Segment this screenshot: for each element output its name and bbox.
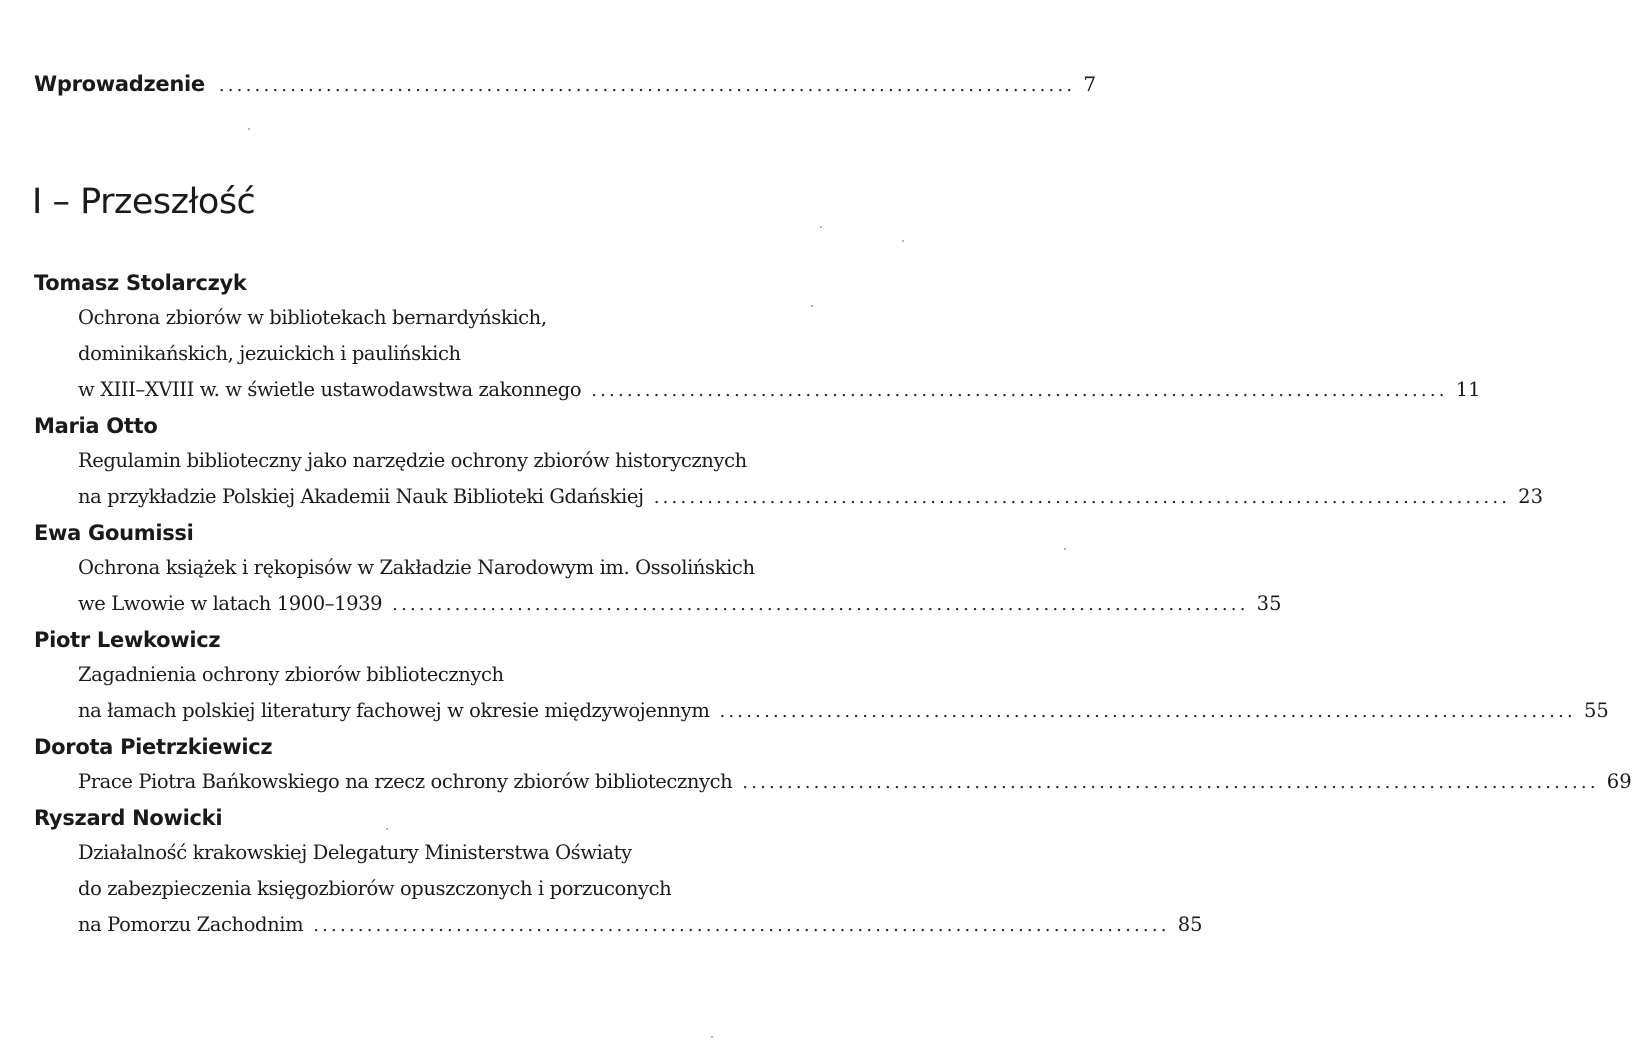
entry-title-line: Ochrona książek i rękopisów w Zakładzie Narodowym im. Ossolińskich (78, 556, 755, 579)
toc-entry (34, 516, 1282, 623)
entry-title-last-line (34, 907, 1203, 944)
scan-speck (386, 828, 388, 830)
entry-title-line: Zagadnienia ochrony zbiorów bibliotecznych (78, 663, 504, 686)
entry-title-text: na łamach polskiej literatury fachowej w okresie międzywojennym (78, 699, 710, 722)
entry-author: Tomasz Stolarczyk (34, 271, 247, 295)
toc-entry (34, 623, 1609, 730)
toc-entry (34, 730, 1632, 801)
page-number: 35 (1256, 592, 1282, 615)
dot-leader: ................................................................................................ (742, 772, 1599, 793)
toc-entry-introduction (34, 72, 1097, 96)
entry-author: Ryszard Nowicki (34, 806, 223, 830)
dot-leader: ................................................................................................ (313, 915, 1170, 936)
scan-speck (711, 1036, 713, 1038)
entry-title-text: Prace Piotra Bańkowskiego na rzecz ochrony zbiorów bibliotecznych (78, 770, 733, 793)
entry-title-last-line (34, 693, 1609, 730)
dot-leader: ................................................................................................ (218, 75, 1076, 96)
dot-leader: ................................................................................................ (719, 701, 1576, 722)
entry-author: Ewa Goumissi (34, 521, 194, 545)
entry-title-line: Działalność krakowskiej Delegatury Ministerstwa Oświaty (78, 841, 632, 864)
entry-title-line: do zabezpieczenia księgozbiorów opuszczonych i porzuconych (78, 877, 672, 900)
entry-title-line: Regulamin biblioteczny jako narzędzie ochrony zbiorów historycznych (78, 449, 747, 472)
scan-speck (1064, 548, 1066, 550)
entry-author: Dorota Pietrzkiewicz (34, 735, 273, 759)
entry-title-last-line (34, 372, 1481, 409)
entry-title-text: na przykładzie Polskiej Akademii Nauk Biblioteki Gdańskiej (78, 485, 644, 508)
page-number: 7 (1083, 72, 1097, 96)
entry-title-last-line (34, 764, 1632, 801)
dot-leader: ................................................................................................ (392, 594, 1249, 615)
section-heading: I – Przeszłość (32, 182, 256, 222)
entry-title-last-line (34, 586, 1282, 623)
dot-leader: ................................................................................................ (591, 380, 1448, 401)
entry-title-line: Ochrona zbiorów w bibliotekach bernardyńskich, (78, 306, 547, 329)
introduction-title: Wprowadzenie (34, 72, 205, 96)
entry-title-line: dominikańskich, jezuickich i paulińskich (78, 342, 461, 365)
page-number: 23 (1518, 485, 1543, 508)
toc-entries (34, 266, 1632, 944)
page-number: 55 (1583, 699, 1609, 722)
page-number: 11 (1455, 378, 1481, 401)
entry-title-text: na Pomorzu Zachodnim (78, 913, 304, 936)
entry-title-text: w XIII–XVIII w. w świetle ustawodawstwa zakonnego (78, 378, 582, 401)
page-number: 85 (1177, 913, 1203, 936)
scan-speck (820, 226, 822, 228)
toc-entry (34, 266, 1481, 409)
toc-entry (34, 801, 1203, 944)
scan-speck (811, 305, 813, 307)
dot-leader: ................................................................................................ (653, 487, 1511, 508)
entry-author: Maria Otto (34, 414, 158, 438)
scan-speck (248, 128, 250, 130)
scan-speck (902, 240, 904, 242)
entry-title-text: we Lwowie w latach 1900–1939 (78, 592, 383, 615)
page-number: 69 (1606, 770, 1632, 793)
entry-title-last-line (34, 479, 1543, 516)
entry-author: Piotr Lewkowicz (34, 628, 221, 652)
toc-entry (34, 409, 1543, 516)
